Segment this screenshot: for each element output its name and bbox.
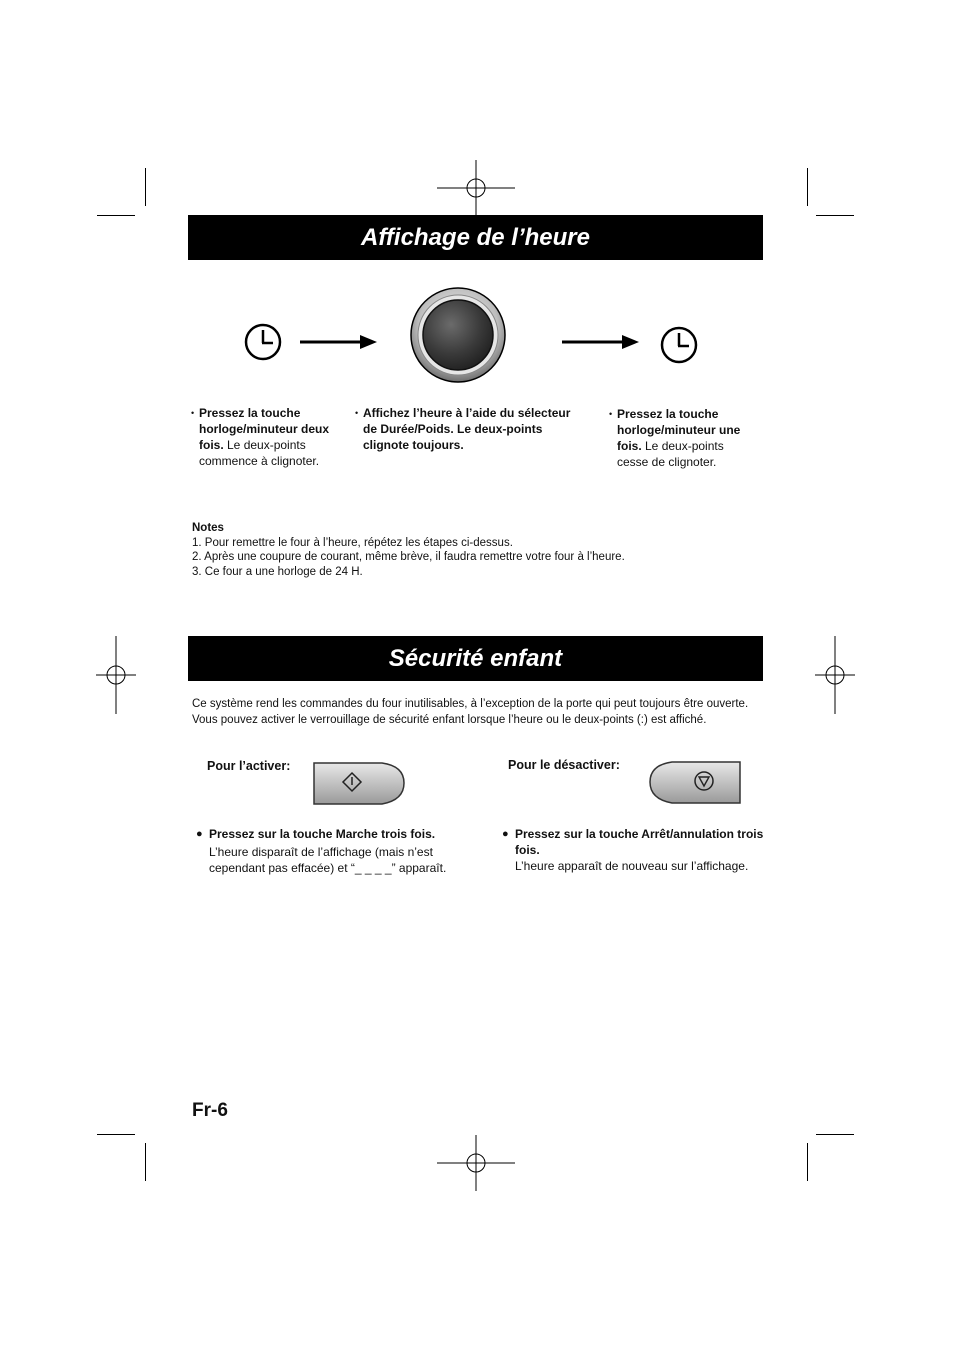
registration-mark-icon (96, 636, 136, 714)
crop-mark (807, 168, 808, 206)
registration-mark-icon (437, 160, 515, 216)
step-3-bold: Pressez la touche horloge/minuteur une fois. (617, 407, 741, 453)
crop-mark (97, 215, 135, 216)
bullet-dot: • (191, 408, 195, 418)
note-item: 2. Après une coupure de courant, même brève, il faudra remettre votre four à l’heure. (192, 551, 625, 563)
dial-knob-icon (409, 286, 507, 384)
notes-heading: Notes (192, 522, 224, 534)
deactivate-bold: Pressez sur la touche Arrêt/annulation trois fois. (515, 827, 764, 857)
bullet-dot: ● (196, 828, 203, 840)
step-1-bold: Pressez la touche horloge/minuteur deux fois. (199, 406, 330, 452)
step-1 (191, 405, 339, 469)
clock-icon (659, 325, 699, 365)
intro-paragraph: Ce système rend les commandes du four inutilisables, à l’exception de la porte qui peut toujours être ouverte. Vous pouvez activer le verrouillage de sécurité enfant lorsque l’heure ou le deux-points (:) est affiché. (192, 698, 749, 726)
section-title-clock (188, 215, 763, 260)
activate-label: Pour l’activer: (207, 759, 291, 773)
step-3-text: Le deux-points cesse de clignoter. (617, 439, 724, 469)
section-title-text: Affichage de l’heure (361, 223, 590, 251)
activate-bold: Pressez sur la touche Marche trois fois. (209, 827, 436, 841)
step-2-bold: Affichez l’heure à l’aide du sélecteur de Durée/Poids. Le deux-points clignote toujours. (363, 406, 571, 452)
clock-icon (243, 322, 283, 362)
note-item: 1. Pour remettre le four à l’heure, répétez les étapes ci-dessus. (192, 536, 513, 549)
step-2 (355, 405, 585, 453)
start-button-icon (312, 761, 406, 806)
arrow-right-icon (300, 334, 378, 350)
activate-instruction (196, 826, 471, 876)
crop-mark (816, 1134, 854, 1135)
bullet-dot: • (609, 409, 613, 419)
registration-mark-icon (815, 636, 855, 714)
activate-text: L’heure disparaît de l’affichage (mais n’est cependant pas effacée) et “_ _ _ _” apparaît. (209, 845, 447, 875)
crop-mark (816, 215, 854, 216)
page-number: Fr-6 (192, 1100, 228, 1121)
step-3 (609, 406, 751, 470)
arrow-right-icon (562, 334, 640, 350)
stop-button-icon (648, 760, 742, 805)
section-title-text: Sécurité enfant (388, 644, 563, 672)
crop-mark (145, 1143, 146, 1181)
deactivate-text: L’heure apparaît de nouveau sur l’affichage. (515, 859, 749, 873)
section-title-child-lock (188, 636, 763, 681)
crop-mark (145, 168, 146, 206)
deactivate-instruction (502, 826, 765, 874)
registration-mark-icon (437, 1135, 515, 1191)
note-item: 3. Ce four a une horloge de 24 H. (192, 565, 363, 578)
deactivate-label: Pour le désactiver: (508, 758, 620, 772)
crop-mark (97, 1134, 135, 1135)
step-1-text: Le deux-points commence à clignoter. (199, 438, 320, 468)
crop-mark (807, 1143, 808, 1181)
bullet-dot: • (355, 408, 359, 418)
notes-block (192, 521, 625, 579)
bullet-dot: ● (502, 828, 509, 840)
